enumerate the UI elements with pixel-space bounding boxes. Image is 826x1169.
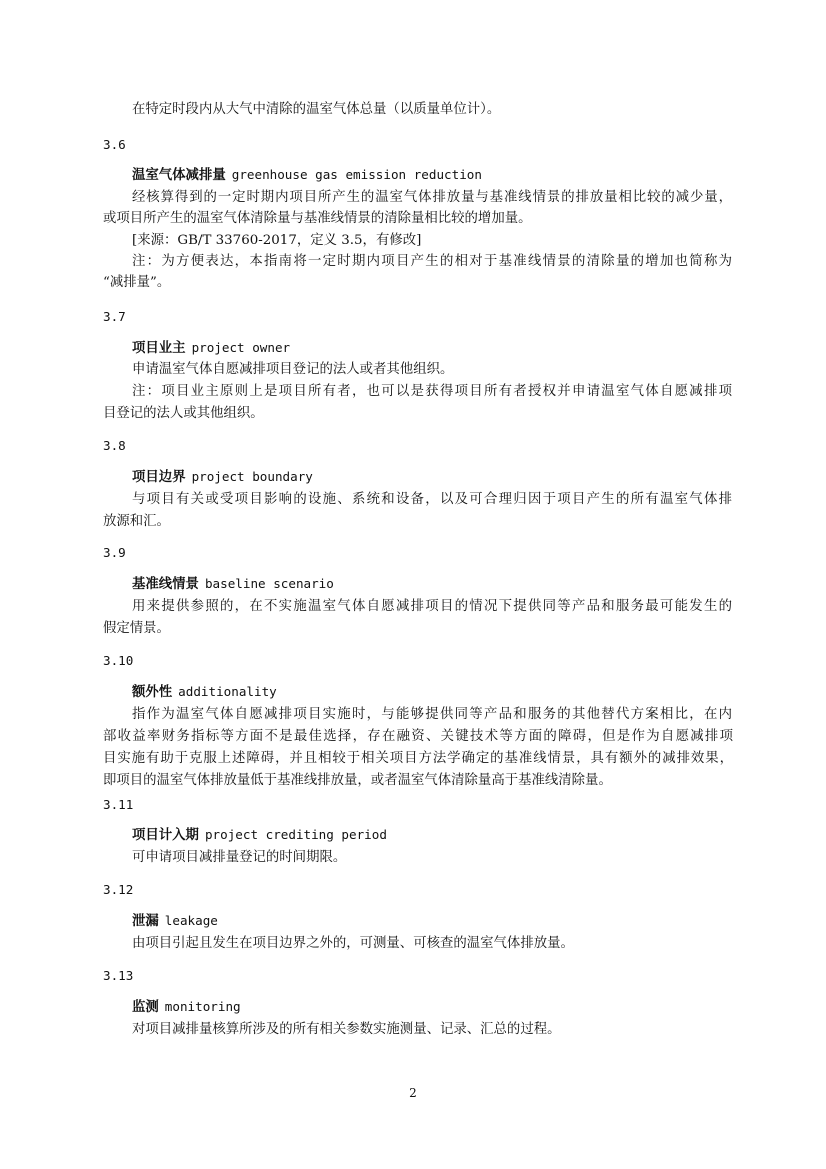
clause-number: 3.12 [103, 882, 134, 897]
term-chinese: 监测 [132, 1000, 159, 1015]
page-number: 2 [409, 1086, 417, 1100]
definition-text: 由项目引起且发生在项目边界之外的，可测量、可核查的温室气体排放量。 [132, 936, 574, 951]
definition-text: 或项目所产生的温室气体清除量与基准线情景的清除量相比较的增加量。 [103, 211, 532, 226]
term-chinese: 额外性 [132, 685, 173, 700]
term-chinese: 基准线情景 [132, 577, 199, 592]
term-heading [132, 997, 732, 1017]
term-heading [132, 338, 732, 358]
term-english: project boundary [191, 469, 313, 484]
definition-text: 假定情景。 [103, 621, 170, 636]
term-heading [132, 825, 732, 845]
term-english: monitoring [164, 999, 241, 1014]
definition-text: 放源和汇。 [103, 514, 170, 529]
definition-text: 在特定时段内从大气中清除的温室气体总量（以质量单位计）。 [132, 102, 501, 117]
clause-number: 3.13 [103, 968, 134, 983]
term-english: leakage [164, 913, 218, 928]
clause-number: 3.6 [103, 137, 126, 152]
note-text: 注：为方便表达，本指南将一定时期内项目产生的相对于基准线情景的清除量的增加也简称为 [132, 254, 732, 269]
term-heading [132, 467, 732, 487]
term-chinese: 项目边界 [132, 470, 186, 485]
definition-text: 指作为温室气体自愿减排项目实施时，与能够提供同等产品和服务的其他替代方案相比，在内 [132, 707, 732, 722]
term-chinese: 泄漏 [132, 914, 159, 929]
definition-text: 与项目有关或受项目影响的设施、系统和设备，以及可合理归因于项目产生的所有温室气体排 [132, 492, 732, 507]
definition-text: 部收益率财务指标等方面不是最佳选择，存在融资、关键技术等方面的障碍，但是作为自愿减排项 [103, 729, 733, 744]
term-heading [132, 165, 732, 185]
definition-text: 用来提供参照的，在不实施温室气体自愿减排项目的情况下提供同等产品和服务最可能发生的 [132, 599, 732, 614]
definition-text: 申请温室气体自愿减排项目登记的法人或者其他组织。 [132, 362, 454, 377]
term-english: baseline scenario [204, 576, 334, 591]
term-english: greenhouse gas emission reduction [231, 167, 482, 182]
term-heading [132, 574, 732, 594]
term-chinese: 温室气体减排量 [132, 168, 226, 183]
note-text: 目登记的法人或其他组织。 [103, 406, 264, 421]
clause-number: 3.11 [103, 797, 134, 812]
definition-text: 可申请项目减排量登记的时间期限。 [132, 850, 347, 865]
term-english: project crediting period [204, 827, 387, 842]
definition-text: 对项目减排量核算所涉及的所有相关参数实施测量、记录、汇总的过程。 [132, 1022, 561, 1037]
term-english: additionality [178, 684, 277, 699]
term-chinese: 项目计入期 [132, 828, 199, 843]
clause-number: 3.10 [103, 653, 134, 668]
term-heading [132, 682, 732, 702]
term-english: project owner [191, 340, 291, 355]
clause-number: 3.9 [103, 545, 126, 560]
clause-number: 3.7 [103, 309, 126, 324]
source-note: [来源：GB/T 33760-2017，定义 3.5，有修改] [132, 233, 422, 248]
note-text: “减排量”。 [103, 275, 171, 290]
clause-number: 3.8 [103, 438, 126, 453]
term-heading [132, 911, 732, 931]
term-chinese: 项目业主 [132, 341, 186, 356]
definition-text: 即项目的温室气体排放量低于基准线排放量，或者温室气体清除量高于基准线清除量。 [103, 773, 612, 788]
note-text: 注：项目业主原则上是项目所有者，也可以是获得项目所有者授权并申请温室气体自愿减排项 [132, 384, 732, 399]
definition-text: 经核算得到的一定时期内项目所产生的温室气体排放量与基准线情景的排放量相比较的减少量， [132, 190, 732, 205]
definition-text: 目实施有助于克服上述障碍，并且相较于相关项目方法学确定的基准线情景，具有额外的减排效果， [103, 751, 733, 766]
